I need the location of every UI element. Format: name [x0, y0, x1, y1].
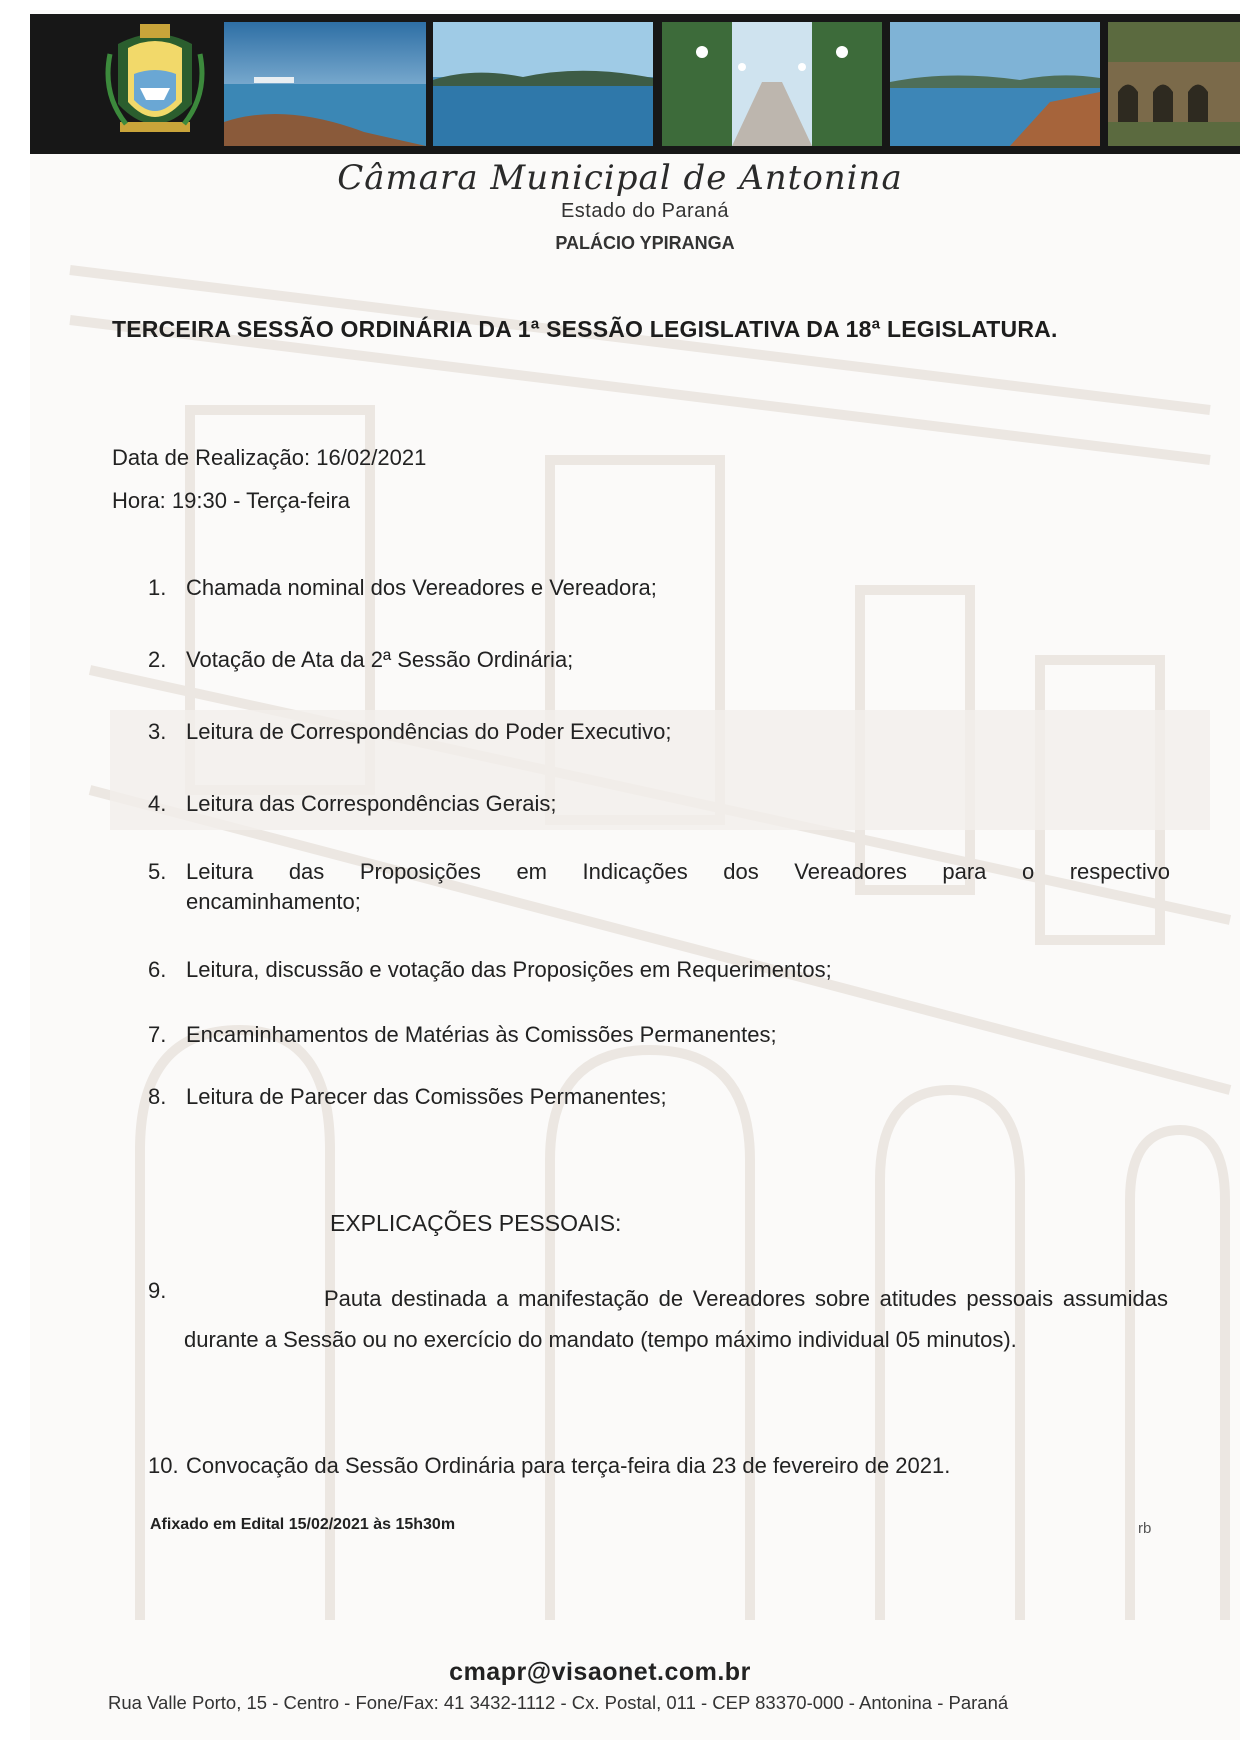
header-photo-promenade	[662, 22, 882, 146]
header-photo-ruins	[1108, 22, 1240, 146]
agenda-item-text-continuation: encaminhamento;	[186, 889, 361, 914]
agenda-item-number: 8.	[148, 1084, 167, 1109]
contact-email: cmapr@visaonet.com.br	[449, 1658, 751, 1686]
contact-address: Rua Valle Porto, 15 - Centro - Fone/Fax: 41 3432-1112 - Cx. Postal, 011 - CEP 83370-000 - Antonina - Paraná	[108, 1692, 1009, 1713]
agenda-item-text: Leitura das Correspondências Gerais;	[186, 791, 557, 816]
session-date: Data de Realização: 16/02/2021	[112, 445, 427, 470]
agenda-item-number: 10.	[148, 1453, 179, 1478]
agenda-item-number: 3.	[148, 719, 167, 744]
agenda-item-text: Leitura de Parecer das Comissões Permanentes;	[186, 1084, 667, 1109]
agenda-item-text: Encaminhamentos de Matérias às Comissões Permanentes;	[186, 1022, 777, 1047]
session-time: Hora: 19:30 - Terça-feira	[112, 488, 351, 513]
agenda-item-number: 2.	[148, 647, 167, 672]
header-banner	[30, 14, 1240, 154]
header-photo-mountains	[433, 22, 653, 146]
agenda-item-text: Chamada nominal dos Vereadores e Vereadora;	[186, 575, 657, 600]
municipal-crest-logo	[100, 14, 210, 148]
palace-name: PALÁCIO YPIRANGA	[555, 233, 735, 253]
header-photo-bay	[224, 22, 426, 146]
personal-explanations-heading: EXPLICAÇÕES PESSOAIS:	[330, 1210, 622, 1236]
session-title: TERCEIRA SESSÃO ORDINÁRIA DA 1ª SESSÃO LEGISLATIVA DA 18ª LEGISLATURA.	[112, 316, 1058, 342]
author-initials: rb	[1138, 1520, 1152, 1537]
agenda-item-number: 4.	[148, 791, 167, 816]
agenda-item-number: 5.	[148, 859, 167, 884]
agenda-item-number: 1.	[148, 575, 167, 600]
agenda-item-text: Convocação da Sessão Ordinária para terça-feira dia 23 de fevereiro de 2021.	[186, 1453, 951, 1478]
agenda-item-number: 6.	[148, 957, 167, 982]
agenda-item-text: Votação de Ata da 2ª Sessão Ordinária;	[186, 647, 574, 672]
header-photo-coast	[890, 22, 1100, 146]
state-name: Estado do Paraná	[560, 200, 730, 222]
agenda-item-text: Leitura, discussão e votação das Proposições em Requerimentos;	[186, 957, 832, 982]
agenda-item-text: Pauta destinada a manifestação de Vereadores sobre atitudes pessoais assumidas durante a Sessão ou no exercício do mandato (tempo máximo individual 05 minutos).	[184, 1286, 1168, 1352]
agenda-item-text: Leitura de Correspondências do Poder Executivo;	[186, 719, 672, 744]
council-name: Câmara Municipal de Antonina	[337, 158, 903, 198]
posted-notice: Afixado em Edital 15/02/2021 às 15h30m	[150, 1516, 456, 1533]
agenda-item-number: 7.	[148, 1022, 167, 1047]
agenda-item-text: Leitura das Proposições em Indicações dos Vereadores para o respectivo	[186, 859, 1170, 884]
agenda-item-number: 9.	[148, 1278, 167, 1303]
